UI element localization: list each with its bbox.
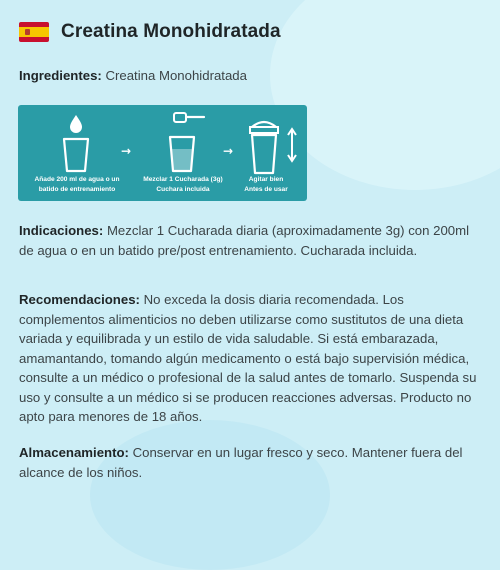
- indications-text: Mezclar 1 Cucharada diaria (aproximadamente 3g) con 200ml de agua o en un batido pre/post entrenamiento. Cucharada incluida.: [19, 223, 470, 258]
- step-2-line-1: Mezclar 1 Cucharada (3g): [143, 176, 223, 183]
- recommendations-section: [19, 290, 484, 427]
- recommendations-label: Recomendaciones:: [19, 292, 140, 307]
- shaker-icon: [246, 115, 300, 177]
- step-1-line-1: Añade 200 ml de agua o un: [34, 176, 120, 183]
- indications-label: Indicaciones:: [19, 223, 104, 238]
- arrow-icon: →: [121, 144, 132, 158]
- step-2-label: [136, 175, 230, 195]
- step-2-line-2: Cuchara incluida: [156, 186, 210, 193]
- storage-text: Conservar en un lugar fresco y seco. Mantener fuera del alcance de los niños.: [19, 445, 463, 480]
- glass-with-drop-icon: [58, 113, 94, 175]
- storage-section: [19, 443, 484, 482]
- step-3-label: [233, 175, 299, 195]
- usage-steps-banner: [18, 105, 307, 201]
- glass-with-scoop-icon: [166, 109, 210, 175]
- indications-section: [19, 221, 484, 260]
- step-3-line-1: Agitar bien: [248, 176, 284, 183]
- arrow-icon: →: [223, 144, 234, 158]
- storage-label: Almacenamiento:: [19, 445, 129, 460]
- recommendations-text: No exceda la dosis diaria recomendada. Los complementos alimenticios no deben utilizarse como sustitutos de una dieta variada y equilibrada y un estilo de vida saludable. Si está embarazada, amamantando, tomando algún medicamento o está bajo supervisión médica, consulte a un médico o profesional de la salud antes de tomarlo. Suspenda su uso y consulte a un médico si se producen reacciones adversas. Producto no apto para menores de 18 años.: [19, 292, 477, 424]
- step-1-label: [22, 175, 132, 195]
- spain-flag-icon: [19, 22, 49, 42]
- ingredients-label: Ingredientes:: [19, 68, 102, 83]
- step-1-line-2: batido de entrenamiento: [38, 186, 116, 193]
- ingredients-section: [19, 66, 484, 86]
- ingredients-text: Creatina Monohidratada: [101, 68, 247, 83]
- page-title: Creatina Monohidratada: [61, 21, 281, 42]
- step-3-line-2: Antes de usar: [244, 186, 288, 193]
- header: [19, 18, 281, 46]
